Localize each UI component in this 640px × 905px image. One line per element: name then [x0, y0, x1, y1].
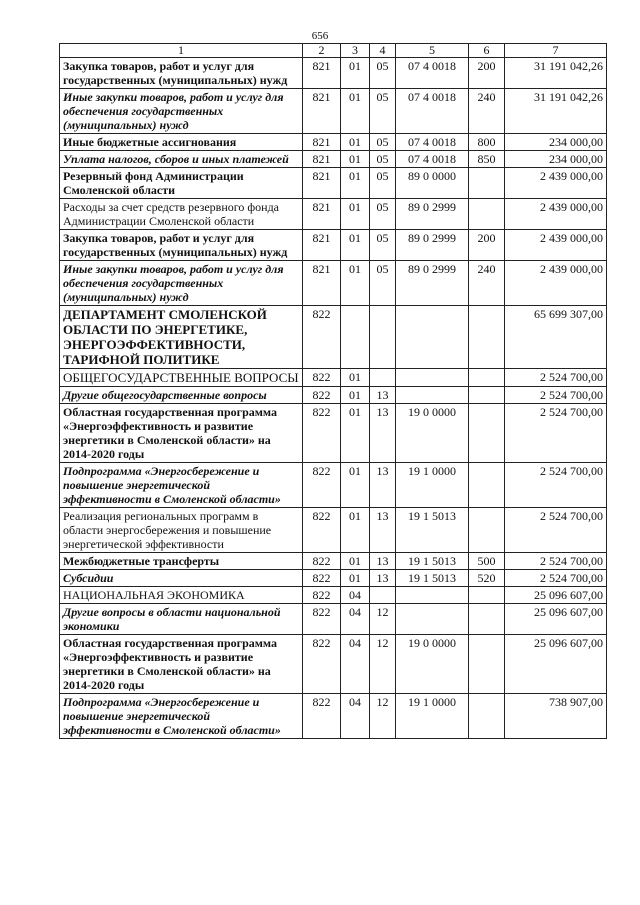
subsection-code: 13: [370, 387, 396, 404]
expense-type: [469, 369, 505, 387]
section-code: 01: [341, 570, 370, 587]
table-row: [60, 369, 607, 387]
target-article: 07 4 0018: [396, 89, 469, 134]
table-row: [60, 570, 607, 587]
section-code: 01: [341, 387, 370, 404]
table-row: [60, 230, 607, 261]
table-row: [60, 261, 607, 306]
row-name: Межбюджетные трансферты: [60, 553, 303, 570]
admin-code: 821: [303, 151, 341, 168]
section-code: [341, 306, 370, 369]
section-code: 01: [341, 369, 370, 387]
admin-code: 821: [303, 230, 341, 261]
target-article: 19 1 5013: [396, 508, 469, 553]
amount: 31 191 042,26: [505, 58, 607, 89]
target-article: 07 4 0018: [396, 134, 469, 151]
target-article: [396, 604, 469, 635]
section-code: 04: [341, 694, 370, 739]
admin-code: 822: [303, 553, 341, 570]
target-article: 89 0 2999: [396, 230, 469, 261]
admin-code: 821: [303, 261, 341, 306]
subsection-code: 05: [370, 168, 396, 199]
budget-table: [59, 43, 607, 739]
expense-type: 200: [469, 58, 505, 89]
expense-type: [469, 604, 505, 635]
expense-type: [469, 508, 505, 553]
admin-code: 822: [303, 694, 341, 739]
amount: 25 096 607,00: [505, 604, 607, 635]
subsection-code: 12: [370, 635, 396, 694]
target-article: 19 1 5013: [396, 553, 469, 570]
subsection-code: 12: [370, 694, 396, 739]
admin-code: 821: [303, 58, 341, 89]
header-col-7: 7: [505, 44, 607, 58]
section-code: 01: [341, 261, 370, 306]
row-name: Закупка товаров, работ и услуг для государственных (муниципальных) нужд: [60, 230, 303, 261]
table-row: [60, 587, 607, 604]
admin-code: 821: [303, 134, 341, 151]
admin-code: 822: [303, 387, 341, 404]
subsection-code: [370, 369, 396, 387]
section-code: 01: [341, 404, 370, 463]
section-code: 01: [341, 553, 370, 570]
table-row: [60, 89, 607, 134]
section-code: 01: [341, 151, 370, 168]
subsection-code: 05: [370, 230, 396, 261]
budget-table-body: [60, 44, 607, 739]
amount: 2 524 700,00: [505, 570, 607, 587]
subsection-code: [370, 306, 396, 369]
target-article: [396, 369, 469, 387]
subsection-code: 13: [370, 404, 396, 463]
amount: 2 439 000,00: [505, 261, 607, 306]
row-name: НАЦИОНАЛЬНАЯ ЭКОНОМИКА: [60, 587, 303, 604]
admin-code: 822: [303, 463, 341, 508]
subsection-code: 13: [370, 553, 396, 570]
row-name: Другие вопросы в области национальной экономики: [60, 604, 303, 635]
table-row: [60, 387, 607, 404]
expense-type: [469, 404, 505, 463]
table-row: [60, 199, 607, 230]
subsection-code: 05: [370, 134, 396, 151]
header-col-1: 1: [60, 44, 303, 58]
row-name: Резервный фонд Администрации Смоленской области: [60, 168, 303, 199]
expense-type: 200: [469, 230, 505, 261]
amount: 2 524 700,00: [505, 508, 607, 553]
expense-type: 240: [469, 89, 505, 134]
target-article: 19 0 0000: [396, 635, 469, 694]
admin-code: 822: [303, 570, 341, 587]
table-row: [60, 604, 607, 635]
row-name: ДЕПАРТАМЕНТ СМОЛЕНСКОЙ ОБЛАСТИ ПО ЭНЕРГЕТИКЕ, ЭНЕРГОЭФФЕКТИВНОСТИ, ТАРИФНОЙ ПОЛИТИКЕ: [60, 306, 303, 369]
amount: 31 191 042,26: [505, 89, 607, 134]
table-row: [60, 58, 607, 89]
header-col-5: 5: [396, 44, 469, 58]
target-article: 19 1 0000: [396, 463, 469, 508]
table-row: [60, 553, 607, 570]
amount: 25 096 607,00: [505, 635, 607, 694]
admin-code: 821: [303, 168, 341, 199]
subsection-code: 05: [370, 58, 396, 89]
expense-type: [469, 387, 505, 404]
amount: 2 524 700,00: [505, 369, 607, 387]
table-row: [60, 635, 607, 694]
subsection-code: 13: [370, 463, 396, 508]
section-code: 01: [341, 168, 370, 199]
target-article: 19 1 5013: [396, 570, 469, 587]
table-row: [60, 168, 607, 199]
expense-type: [469, 635, 505, 694]
subsection-code: 05: [370, 151, 396, 168]
subsection-code: [370, 587, 396, 604]
amount: 65 699 307,00: [505, 306, 607, 369]
row-name: Расходы за счет средств резервного фонда Администрации Смоленской области: [60, 199, 303, 230]
amount: 2 439 000,00: [505, 168, 607, 199]
page-number: 656: [311, 30, 329, 42]
table-row: [60, 404, 607, 463]
section-code: 01: [341, 230, 370, 261]
admin-code: 822: [303, 635, 341, 694]
amount: 234 000,00: [505, 134, 607, 151]
section-code: 01: [341, 463, 370, 508]
section-code: 04: [341, 587, 370, 604]
target-article: 89 0 0000: [396, 168, 469, 199]
amount: 2 524 700,00: [505, 387, 607, 404]
target-article: [396, 587, 469, 604]
header-col-2: 2: [303, 44, 341, 58]
target-article: 19 0 0000: [396, 404, 469, 463]
subsection-code: 05: [370, 199, 396, 230]
expense-type: [469, 306, 505, 369]
row-name: Уплата налогов, сборов и иных платежей: [60, 151, 303, 168]
section-code: 01: [341, 134, 370, 151]
admin-code: 821: [303, 199, 341, 230]
amount: 25 096 607,00: [505, 587, 607, 604]
admin-code: 821: [303, 89, 341, 134]
target-article: 19 1 0000: [396, 694, 469, 739]
expense-type: [469, 168, 505, 199]
section-code: 01: [341, 89, 370, 134]
expense-type: 500: [469, 553, 505, 570]
header-col-6: 6: [469, 44, 505, 58]
expense-type: [469, 694, 505, 739]
row-name: Иные закупки товаров, работ и услуг для обеспечения государственных (муниципальных) нужд: [60, 89, 303, 134]
admin-code: 822: [303, 306, 341, 369]
subsection-code: 05: [370, 89, 396, 134]
row-name: Областная государственная программа «Энергоэффективность и развитие энергетики в Смоленской области» на 2014-2020 годы: [60, 404, 303, 463]
target-article: [396, 306, 469, 369]
subsection-code: 13: [370, 570, 396, 587]
section-code: 01: [341, 58, 370, 89]
target-article: 89 0 2999: [396, 199, 469, 230]
section-code: 04: [341, 635, 370, 694]
row-name: Подпрограмма «Энергосбережение и повышение энергетической эффективности в Смоленской области»: [60, 694, 303, 739]
row-name: Подпрограмма «Энергосбережение и повышение энергетической эффективности в Смоленской области»: [60, 463, 303, 508]
row-name: Иные бюджетные ассигнования: [60, 134, 303, 151]
subsection-code: 05: [370, 261, 396, 306]
row-name: Субсидии: [60, 570, 303, 587]
expense-type: [469, 587, 505, 604]
admin-code: 822: [303, 604, 341, 635]
header-col-3: 3: [341, 44, 370, 58]
admin-code: 822: [303, 508, 341, 553]
section-code: 01: [341, 199, 370, 230]
expense-type: 520: [469, 570, 505, 587]
expense-type: [469, 463, 505, 508]
header-col-4: 4: [370, 44, 396, 58]
expense-type: 850: [469, 151, 505, 168]
row-name: Реализация региональных программ в области энергосбережения и повышение энергетической эффективности: [60, 508, 303, 553]
amount: 738 907,00: [505, 694, 607, 739]
expense-type: 240: [469, 261, 505, 306]
subsection-code: 12: [370, 604, 396, 635]
row-name: ОБЩЕГОСУДАРСТВЕННЫЕ ВОПРОСЫ: [60, 369, 303, 387]
target-article: [396, 387, 469, 404]
amount: 2 524 700,00: [505, 404, 607, 463]
admin-code: 822: [303, 404, 341, 463]
admin-code: 822: [303, 369, 341, 387]
subsection-code: 13: [370, 508, 396, 553]
amount: 2 524 700,00: [505, 553, 607, 570]
expense-type: 800: [469, 134, 505, 151]
amount: 2 524 700,00: [505, 463, 607, 508]
table-row: [60, 463, 607, 508]
admin-code: 822: [303, 587, 341, 604]
row-name: Закупка товаров, работ и услуг для государственных (муниципальных) нужд: [60, 58, 303, 89]
table-row: [60, 134, 607, 151]
amount: 234 000,00: [505, 151, 607, 168]
column-number-row: [60, 44, 607, 58]
table-row: [60, 694, 607, 739]
target-article: 07 4 0018: [396, 58, 469, 89]
row-name: Другие общегосударственные вопросы: [60, 387, 303, 404]
amount: 2 439 000,00: [505, 199, 607, 230]
section-code: 04: [341, 604, 370, 635]
row-name: Иные закупки товаров, работ и услуг для обеспечения государственных (муниципальных) нужд: [60, 261, 303, 306]
table-row: [60, 306, 607, 369]
target-article: 89 0 2999: [396, 261, 469, 306]
table-row: [60, 151, 607, 168]
amount: 2 439 000,00: [505, 230, 607, 261]
expense-type: [469, 199, 505, 230]
table-row: [60, 508, 607, 553]
target-article: 07 4 0018: [396, 151, 469, 168]
row-name: Областная государственная программа «Энергоэффективность и развитие энергетики в Смоленской области» на 2014-2020 годы: [60, 635, 303, 694]
section-code: 01: [341, 508, 370, 553]
